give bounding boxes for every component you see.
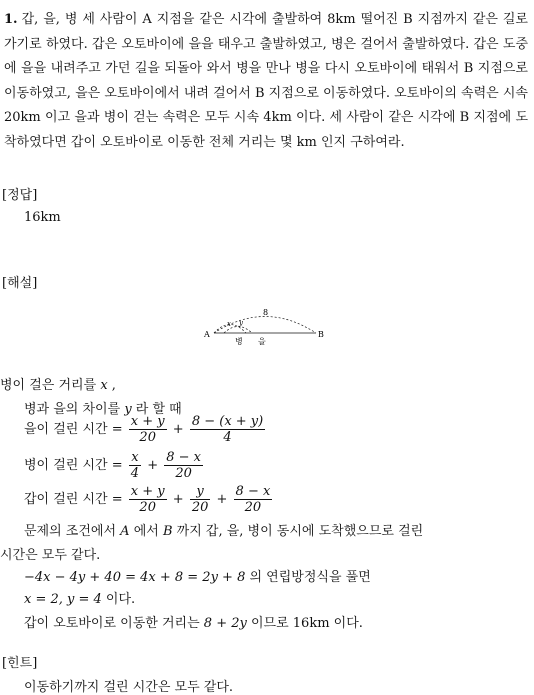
expl-line-5: 갑이 걸린 시간 = $\frac{x + y}{20}$ + $\frac{y}{20}$ + $\frac{8 - x}{20}$: [24, 484, 271, 515]
expl-line-9: x = 2, y = 4 이다.: [24, 592, 136, 607]
expl-line-6: 문제의 조건에서 A 에서 B 까지 갑, 을, 병이 동시에 도착했으므로 걸린: [24, 524, 424, 539]
problem-statement: [4, 8, 528, 155]
byeong-label: 병: [235, 337, 243, 346]
route-diagram: [200, 302, 330, 352]
answer-label: [정답]: [2, 188, 38, 203]
point-b-label: B: [318, 330, 324, 339]
expl-line-2: 병과 을의 차이를 y 라 할 때: [24, 402, 182, 417]
distance-label: 8: [263, 308, 269, 317]
eul-label: 을: [258, 337, 266, 346]
hint-label: [힌트]: [2, 656, 38, 671]
expl-line-3: 을이 걸린 시간 = $\frac{x + y}{20}$ + $\frac{8 - (x + y)}{4}$: [24, 414, 264, 445]
point-a-label: A: [204, 330, 210, 339]
expl-line-1: 병이 걸은 거리를 x ,: [0, 378, 116, 393]
problem-text: 갑, 을, 병 세 사람이 A 지점을 같은 시각에 출발하여 8km 떨어진 B 지점까지 같은 길로 가기로 하였다. 갑은 오토바이에 을을 태우고 출발하였고, 병은 걸어서 출발하였다. 갑은 도중에 을을 내려주고 가던 길을 되돌아 와서 병을 만나 병을 다시 오토바이에 태워서 B 지점으로 이동하였고, 을은 오토바이에서 내려 걸어서 B 지점으로 이동하였다. 오토바이의 속력은 시속 20km 이고 을과 병이 걷는 속력은 모두 시속 4km 이다. 세 사람이 같은 시각에 B 지점에 도착하였다면 갑이 오토바이로 이동한 전체 거리는 몇 km 인지 구하여라.: [4, 12, 528, 150]
explanation-label: [해설]: [2, 276, 38, 291]
answer-value: 16km: [24, 210, 61, 225]
expl-line-4: 병이 걸린 시간 = $\frac{x}{4}$ + $\frac{8 - x}{20}$: [24, 450, 202, 481]
expl-line-10: 갑이 오토바이로 이동한 거리는 8 + 2y 이므로 16km 이다.: [24, 616, 363, 631]
x-label: x: [227, 320, 231, 328]
expl-line-8: −4x − 4y + 40 = 4x + 8 = 2y + 8 의 연립방정식을 풀면: [24, 570, 371, 585]
hint-text: 이동하기까지 걸린 시간은 모두 같다.: [24, 680, 234, 695]
problem-number: 1.: [4, 12, 18, 27]
y-label: y: [239, 319, 243, 327]
expl-line-7: 시간은 모두 같다.: [0, 548, 101, 563]
